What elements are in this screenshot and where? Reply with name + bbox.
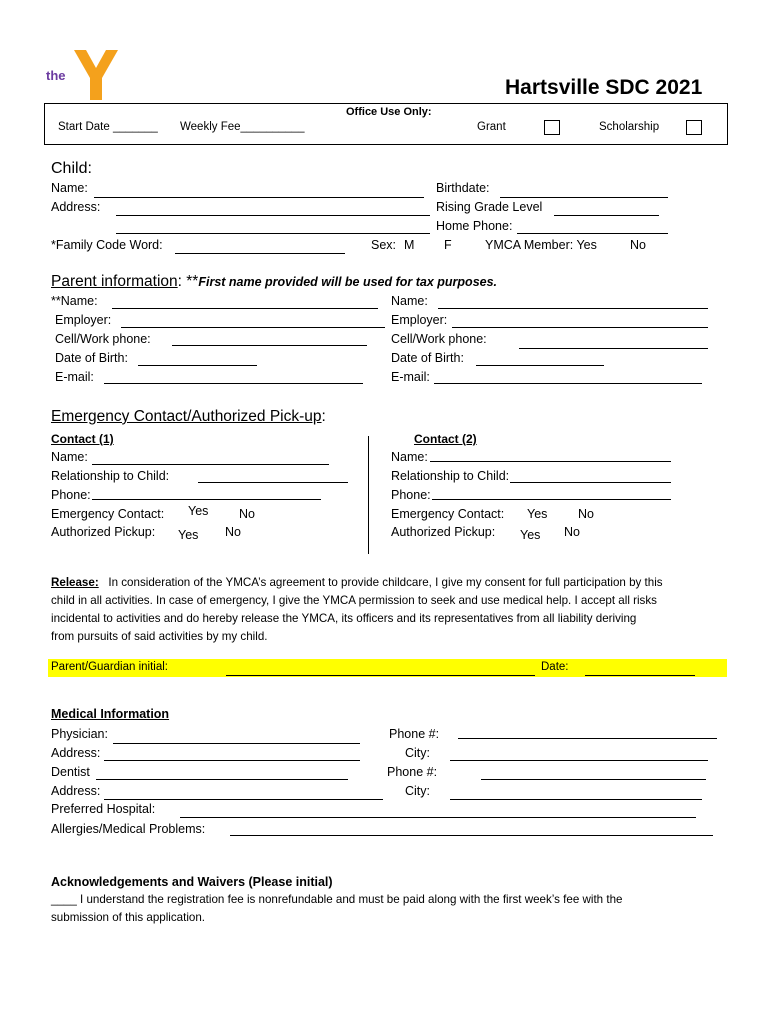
p2-dob-label: Date of Birth: (391, 351, 464, 365)
p2-phone-label: Cell/Work phone: (391, 332, 487, 346)
rising-grade-line[interactable] (554, 215, 659, 216)
contact-divider (368, 436, 369, 554)
form-title: Hartsville SDC 2021 (505, 76, 703, 99)
release-line-2: child in all activities. In case of emergency, I give the YMCA permission to seek and use medical help. I accept all risks (51, 594, 657, 607)
sex-m-option[interactable]: M (404, 238, 415, 252)
release-text-1: In consideration of the YMCA’s agreement to provide childcare, I give my consent for full participation by this (108, 576, 663, 589)
c2-relationship-label: Relationship to Child: (391, 469, 510, 483)
medical-heading: Medical Information (51, 707, 170, 721)
c2-phone-line[interactable] (432, 499, 671, 500)
p1-dob-label: Date of Birth: (55, 351, 128, 365)
child-address-line-2[interactable] (116, 233, 430, 234)
physician-address-label: Address: (51, 746, 101, 760)
physician-line[interactable] (113, 743, 360, 744)
rising-grade-label: Rising Grade Level (436, 200, 543, 214)
p1-employer-label: Employer: (55, 313, 112, 327)
release-paragraph (51, 574, 731, 646)
ack-line-2: submission of this application. (51, 911, 206, 924)
c2-emergency-yes[interactable]: Yes (527, 507, 548, 521)
ymca-y-icon (66, 44, 126, 104)
scholarship-checkbox[interactable] (686, 120, 702, 135)
emergency-heading-text: Emergency Contact/Authorized Pick-up (51, 408, 322, 425)
parent-initial-label: Parent/Guardian initial: (51, 661, 168, 673)
c1-pickup-yes[interactable]: Yes (178, 528, 199, 542)
child-name-line[interactable] (94, 197, 424, 198)
parent-heading (51, 273, 497, 291)
home-phone-label: Home Phone: (436, 219, 513, 233)
p1-employer-line[interactable] (121, 327, 385, 328)
dentist-city-line[interactable] (450, 799, 702, 800)
p1-email-line[interactable] (104, 383, 363, 384)
c2-pickup-yes[interactable]: Yes (520, 528, 541, 542)
c2-pickup-label: Authorized Pickup: (391, 525, 496, 539)
release-line-4: from pursuits of said activities by my child. (51, 630, 268, 643)
physician-address-line[interactable] (104, 760, 360, 761)
c2-emergency-label: Emergency Contact: (391, 507, 505, 521)
scholarship-label: Scholarship (599, 121, 660, 133)
p1-name-line[interactable] (112, 308, 378, 309)
emergency-heading-colon: : (321, 408, 326, 425)
ack-heading: Acknowledgements and Waivers (Please initial) (51, 875, 333, 889)
home-phone-line[interactable] (517, 233, 668, 234)
c1-emergency-label: Emergency Contact: (51, 507, 165, 521)
family-code-line[interactable] (175, 253, 345, 254)
c2-name-label: Name: (391, 450, 428, 464)
c1-emergency-yes[interactable]: Yes (188, 504, 209, 518)
child-name-label: Name: (51, 181, 88, 195)
p2-employer-label: Employer: (391, 313, 448, 327)
c2-emergency-no[interactable]: No (578, 507, 594, 521)
dentist-phone-line[interactable] (481, 779, 706, 780)
c2-relationship-line[interactable] (510, 482, 671, 483)
sex-label: Sex: (371, 238, 397, 252)
dentist-label: Dentist (51, 765, 90, 779)
p2-phone-line[interactable] (519, 348, 708, 349)
weekly-fee-field[interactable]: Weekly Fee__________ (180, 121, 305, 133)
parent-initial-line[interactable] (226, 675, 535, 676)
parent-heading-text: Parent information (51, 273, 178, 290)
p2-email-line[interactable] (434, 383, 702, 384)
p1-email-label: E-mail: (55, 370, 94, 384)
allergies-label: Allergies/Medical Problems: (51, 822, 206, 836)
p2-name-label: Name: (391, 294, 428, 308)
c1-name-line[interactable] (92, 464, 329, 465)
dentist-address-line[interactable] (104, 799, 383, 800)
c1-pickup-no[interactable]: No (225, 525, 241, 539)
child-address-label: Address: (51, 200, 101, 214)
release-date-label: Date: (541, 661, 569, 673)
physician-phone-label: Phone #: (389, 727, 440, 741)
contact2-title: Contact (2) (414, 432, 477, 446)
emergency-heading (51, 408, 326, 426)
physician-label: Physician: (51, 727, 108, 741)
c1-phone-label: Phone: (51, 488, 91, 502)
p2-employer-line[interactable] (452, 327, 708, 328)
p2-email-label: E-mail: (391, 370, 430, 384)
allergies-line[interactable] (230, 835, 713, 836)
sex-f-option[interactable]: F (444, 238, 452, 252)
office-use-label: Office Use Only: (346, 106, 432, 118)
dentist-city-label: City: (405, 784, 430, 798)
c1-pickup-label: Authorized Pickup: (51, 525, 156, 539)
c1-name-label: Name: (51, 450, 88, 464)
dentist-address-label: Address: (51, 784, 101, 798)
birthdate-label: Birthdate: (436, 181, 490, 195)
dentist-phone-label: Phone #: (387, 765, 438, 779)
p1-phone-line[interactable] (172, 345, 367, 346)
p1-dob-line[interactable] (138, 365, 257, 366)
release-line-3: incidental to activities and do hereby release the YMCA, its officers and its representatives from all liability deriving (51, 612, 637, 625)
physician-city-label: City: (405, 746, 430, 760)
c2-pickup-no[interactable]: No (564, 525, 580, 539)
logo-the-text: the (46, 68, 66, 83)
c1-relationship-label: Relationship to Child: (51, 469, 170, 483)
contact1-title: Contact (1) (51, 432, 114, 446)
birthdate-line[interactable] (500, 197, 668, 198)
p2-name-line[interactable] (438, 308, 708, 309)
p1-name-label: **Name: (51, 294, 98, 308)
ymca-logo (44, 44, 124, 104)
parent-heading-colon: : ** (177, 273, 199, 290)
grant-checkbox[interactable] (544, 120, 560, 135)
release-line-1 (51, 574, 731, 592)
c1-emergency-no[interactable]: No (239, 507, 255, 521)
c1-phone-line[interactable] (92, 499, 321, 500)
child-address-line[interactable] (116, 215, 430, 216)
hospital-line[interactable] (180, 817, 696, 818)
p2-dob-line[interactable] (476, 365, 604, 366)
start-date-field[interactable]: Start Date _______ (58, 121, 158, 133)
release-date-line[interactable] (585, 675, 695, 676)
grant-label: Grant (477, 121, 506, 133)
ymca-member-no[interactable]: No (630, 238, 646, 252)
physician-city-line[interactable] (450, 760, 708, 761)
c2-name-line[interactable] (430, 461, 671, 462)
dentist-line[interactable] (96, 779, 348, 780)
hospital-label: Preferred Hospital: (51, 802, 156, 816)
c2-phone-label: Phone: (391, 488, 431, 502)
child-heading: Child: (51, 160, 92, 177)
parent-tax-note: First name provided will be used for tax purposes. (198, 275, 498, 289)
release-label: Release: (51, 576, 99, 589)
physician-phone-line[interactable] (458, 738, 717, 739)
p1-phone-label: Cell/Work phone: (55, 332, 151, 346)
ymca-member-yes[interactable]: YMCA Member: Yes (485, 238, 597, 252)
c1-relationship-line[interactable] (198, 482, 348, 483)
family-code-label: *Family Code Word: (51, 238, 163, 252)
ack-line-1[interactable]: ____ I understand the registration fee is nonrefundable and must be paid along with the first week’s fee with the (51, 893, 623, 906)
